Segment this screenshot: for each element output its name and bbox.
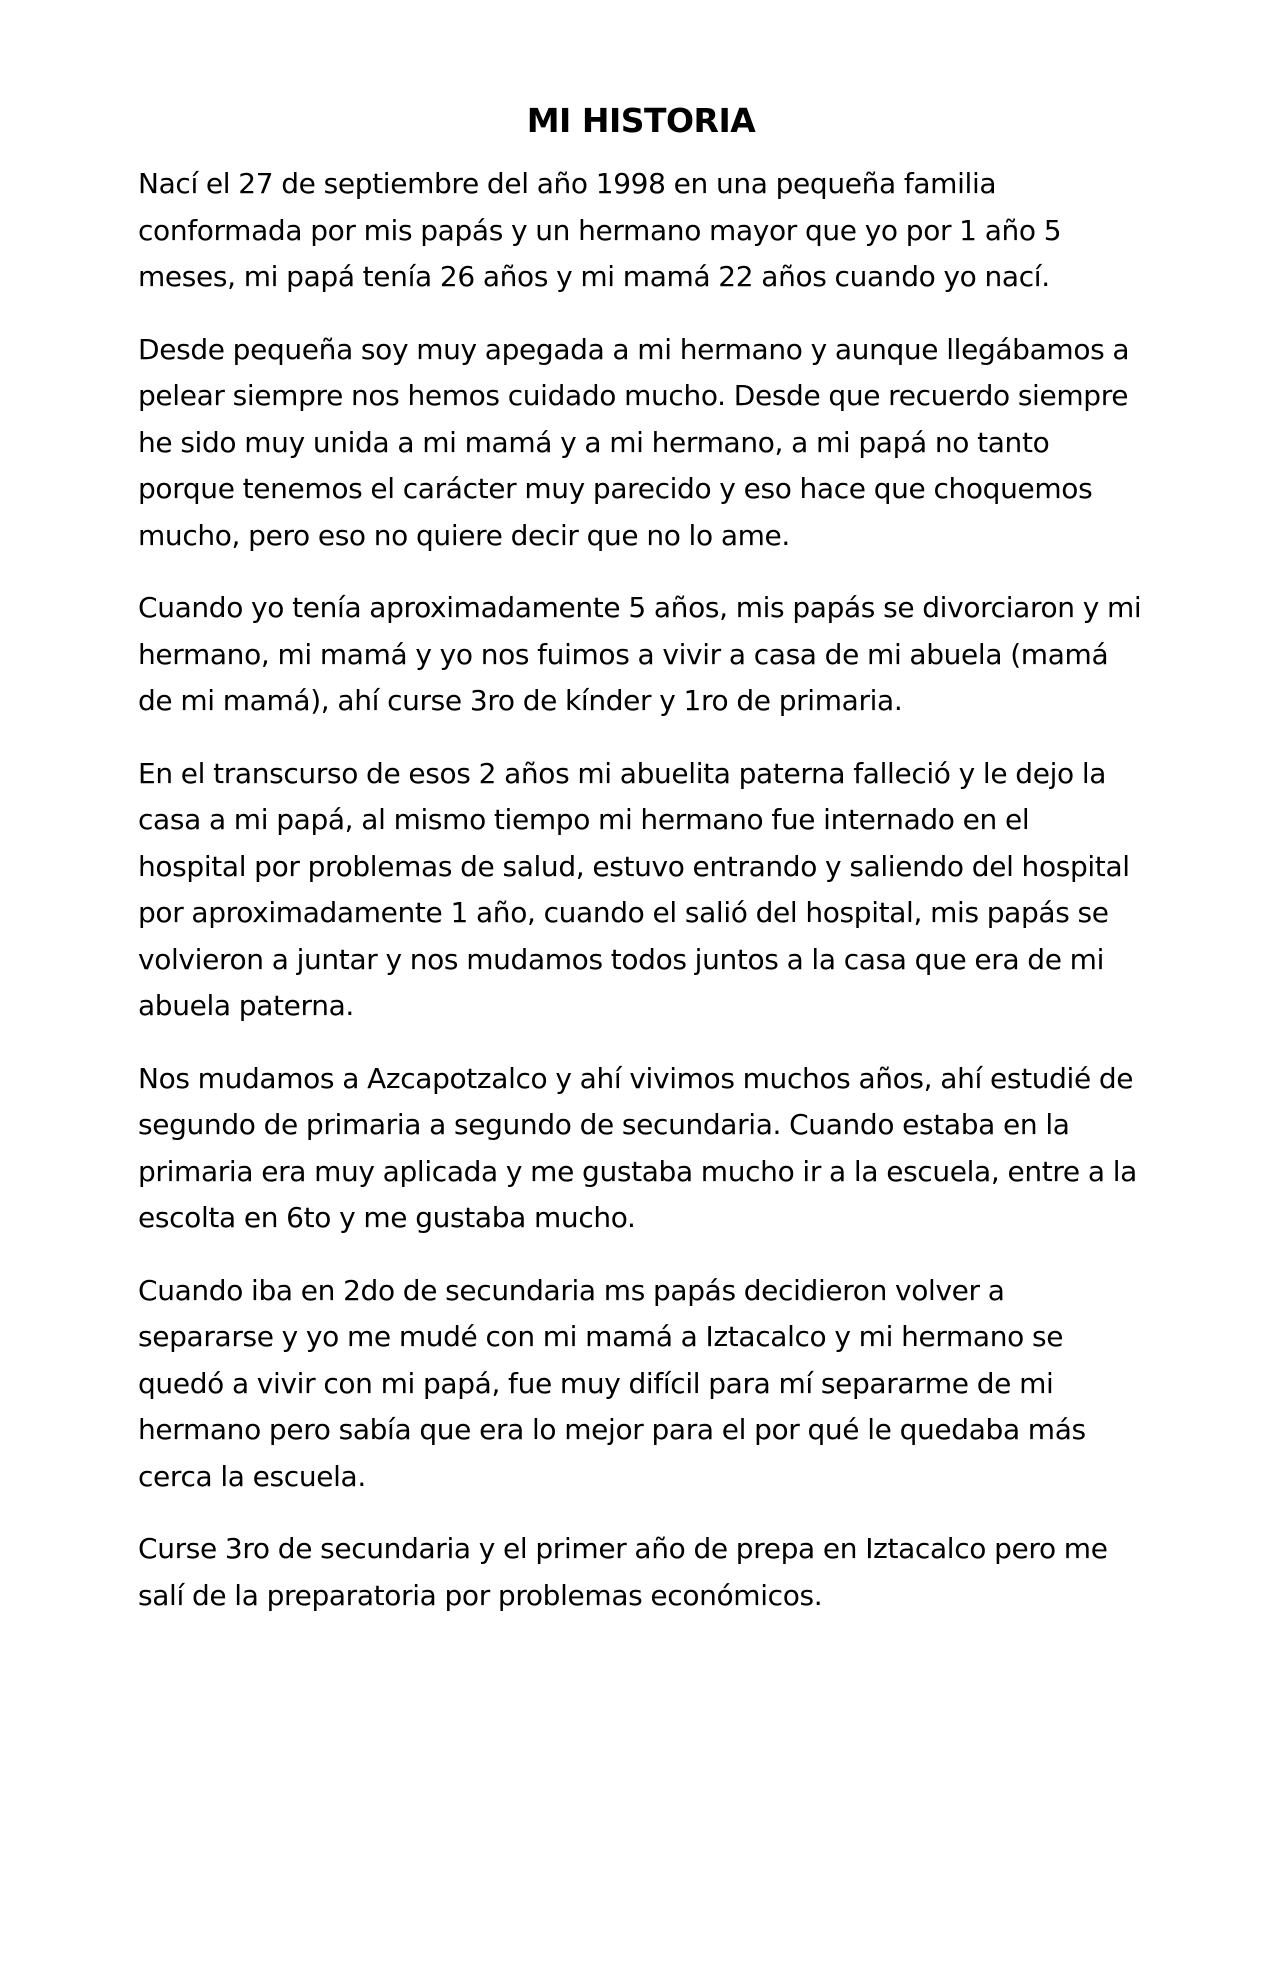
paragraph: Cuando yo tenía aproximadamente 5 años, mis papás se divorciaron y mi hermano, mi mamá y yo nos fuimos a vivir a casa de mi abuela (mamá de mi mamá), ahí curse 3ro de kínder y 1ro de primaria. — [138, 591, 1142, 717]
paragraph: Nací el 27 de septiembre del año 1998 en una pequeña familia conformada por mis papás y un hermano mayor que yo por 1 año 5 meses, mi papá tenía 26 años y mi mamá 22 años cuando yo nací. — [138, 167, 1062, 293]
paragraph: Nos mudamos a Azcapotzalco y ahí vivimos muchos años, ahí estudié de segundo de primaria a segundo de secundaria. Cuando estaba en la primaria era muy aplicada y me gustaba mucho ir a la escuela, entre a la escolta en 6to y me gustaba mucho. — [138, 1061, 1137, 1234]
document-body — [138, 95, 1144, 1645]
document-title: MI HISTORIA — [526, 101, 756, 140]
paragraph: Curse 3ro de secundaria y el primer año de prepa en Iztacalco pero me salí de la preparatoria por problemas económicos. — [138, 1532, 1108, 1612]
paragraph: En el transcurso de esos 2 años mi abuelita paterna falleció y le dejo la casa a mi papá, al mismo tiempo mi hermano fue internado en el hospital por problemas de salud, estuvo entrando y saliendo del hospital por aproximadamente 1 año, cuando el salió del hospital, mis papás se volvieron a juntar y nos mudamos todos juntos a la casa que era de mi abuela paterna. — [138, 756, 1130, 1022]
paragraph: Desde pequeña soy muy apegada a mi hermano y aunque llegábamos a pelear siempre nos hemos cuidado mucho. Desde que recuerdo siempre he sido muy unida a mi mamá y a mi hermano, a mi papá no tanto porque tenemos el carácter muy parecido y eso hace que choquemos mucho, pero eso no quiere decir que no lo ame. — [138, 332, 1130, 552]
paragraph: Cuando iba en 2do de secundaria ms papás decidieron volver a separarse y yo me mudé con mi mamá a Iztacalco y mi hermano se quedó a vivir con mi papá, fue muy difícil para mí separarme de mi hermano pero sabía que era lo mejor para el por qué le quedaba más cerca la escuela. — [138, 1273, 1086, 1493]
